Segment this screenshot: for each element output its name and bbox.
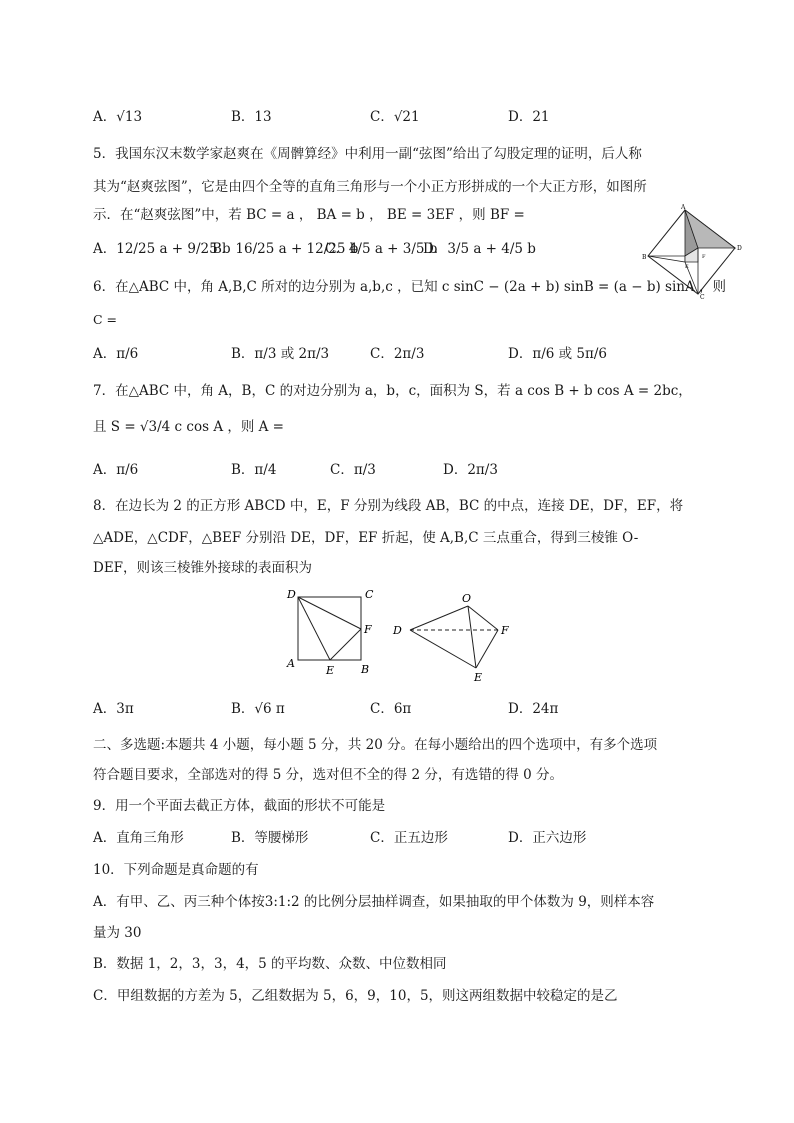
q6-stem-line2: C = [93,312,118,327]
q7-stem-line1: 7．在△ABC 中，角 A，B，C 的对边分别为 a，b，c，面积为 S，若 a cos B + b cos A = 2bc， [93,383,692,399]
q10-option-a-line2: 量为 30 [93,925,142,941]
tetrahedron-figure [390,590,520,685]
q5-option-d: D．3/5 a + 4/5 b [423,241,536,257]
q8-stem-line1: 8．在边长为 2 的正方形 ABCD 中，E，F 分别为线段 AB，BC 的中点，连接 DE，DF，EF，将 [93,498,684,514]
zhao-label-d: D [737,245,742,252]
q5-stem-line3: 示．在“赵爽弦图”中，若 BC = a ， BA = b ， BE = 3EF ，则 BF = [93,207,525,223]
q7-option-c: C．π/3 [330,462,376,478]
q4-option-d: D．21 [508,109,550,125]
q6-option-c: C．2π/3 [370,346,425,362]
q5-stem-line2: 其为“赵爽弦图”，它是由四个全等的直角三角形与一个小正方形拼成的一个大正方形，如图所 [93,179,647,195]
square-label-e: E [326,664,335,677]
q8-option-a: A．3π [93,701,134,717]
tetra-label-d: D [393,624,402,637]
q8-option-d: D．24π [508,701,559,717]
q10-option-a-line1: A．有甲、乙、丙三种个体按3:1:2 的比例分层抽样调查，如果抽取的甲个体数为 9，则样本容 [93,894,655,910]
square-label-c: C [365,588,374,601]
q9-option-d: D．正六边形 [508,830,587,846]
q10-option-c: C．甲组数据的方差为 5，乙组数据为 5，6，9，10，5，则这两组数据中较稳定的是乙 [93,988,618,1004]
q6-option-b: B．π/3 或 2π/3 [231,346,330,362]
q7-stem-line2: 且 S = √3/4 c cos A ，则 A = [93,419,284,435]
zhao-label-b: B [642,254,647,261]
q9-option-c: C．正五边形 [370,830,448,846]
q5-option-a: A．12/25 a + 9/25 b [93,241,231,257]
q6-stem-line1: 6．在△ABC 中，角 A,B,C 所对的边分别为 a,b,c ，已知 c sinC − (2a + b) sinB = (a − b) sinA ，则 [93,279,727,295]
q7-option-a: A．π/6 [93,462,139,478]
zhao-label-f: F [702,254,706,260]
tetra-label-f: F [501,624,509,637]
square-label-d: D [287,588,296,601]
q8-option-c: C．6π [370,701,412,717]
q8-stem-line3: DEF，则该三棱锥外接球的表面积为 [93,560,313,576]
q8-option-b: B．√6 π [231,701,285,717]
q10-stem: 10．下列命题是真命题的有 [93,862,259,878]
q6-option-d: D．π/6 或 5π/6 [508,346,608,362]
q7-option-b: B．π/4 [231,462,277,478]
section2-header-line2: 符合题目要求，全部选对的得 5 分，选对但不全的得 2 分，有选错的得 0 分。 [93,767,564,783]
q5-stem-line1: 5．我国东汉末数学家赵爽在《周髀算经》中利用一副“弦图”给出了勾股定理的证明，后人称 [93,146,642,162]
square-label-f: F [364,623,372,636]
q4-option-a: A．√13 [93,109,143,125]
square-abcd-figure [283,585,378,680]
q7-option-d: D．2π/3 [443,462,498,478]
tetra-label-e: E [474,671,483,684]
tetra-label-o: O [462,592,472,605]
square-label-a: A [287,657,295,670]
zhao-label-c: C [700,294,705,300]
zhao-label-e: E [685,264,689,270]
q6-option-a: A．π/6 [93,346,139,362]
zhao-label-a: A [681,204,686,211]
q9-option-a: A．直角三角形 [93,830,184,846]
q5-option-b: B．16/25 a + 12/25 b [212,241,359,257]
q8-stem-line2: △ADE，△CDF，△BEF 分别沿 DE，DF，EF 折起，使 A,B,C 三点重合，得到三棱锥 O- [93,530,639,546]
section2-header-line1: 二、多选题:本题共 4 小题，每小题 5 分，共 20 分。在每小题给出的四个选项中，有多个选项 [93,737,658,753]
q9-option-b: B．等腰梯形 [231,830,309,846]
square-label-b: B [361,663,370,676]
q4-option-b: B．13 [231,109,272,125]
q9-stem: 9．用一个平面去截正方体，截面的形状不可能是 [93,798,386,814]
q4-option-c: C．√21 [370,109,420,125]
q10-option-b: B．数据 1，2，3，3，4，5 的平均数、众数、中位数相同 [93,956,447,972]
q5-option-c: C．4/5 a + 3/5 b [325,241,438,257]
